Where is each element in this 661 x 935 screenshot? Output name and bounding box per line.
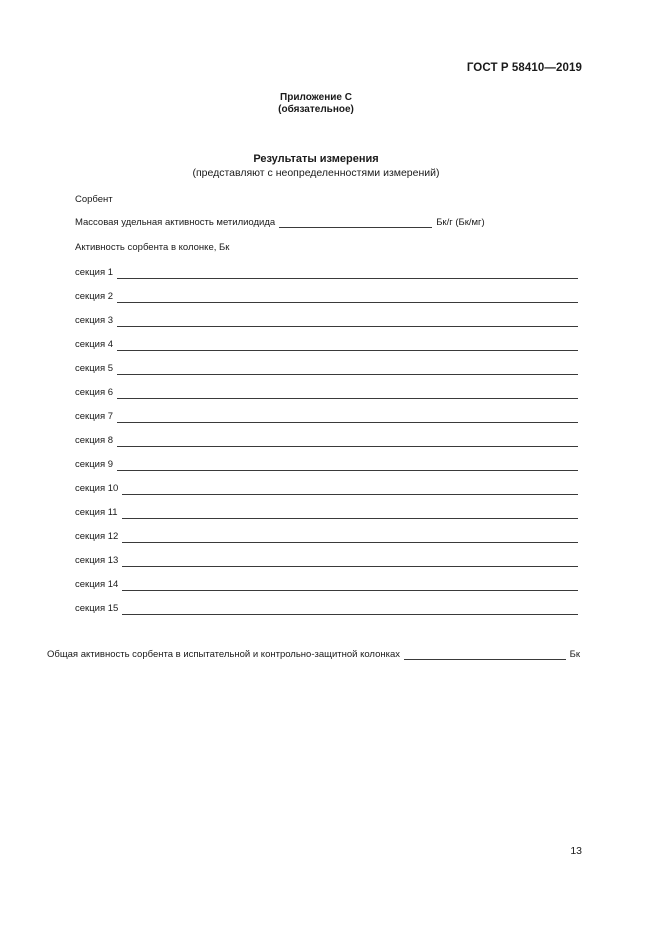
section-value-field[interactable]	[117, 364, 578, 375]
section-label: секция 3	[75, 315, 114, 326]
section-value-field[interactable]	[122, 532, 578, 543]
section-row	[75, 337, 578, 351]
appendix-status: (обязательное)	[278, 104, 354, 115]
section-value-field[interactable]	[117, 388, 578, 399]
section-row	[75, 505, 578, 519]
section-label: секция 14	[75, 579, 119, 590]
section-value-field[interactable]	[117, 340, 578, 351]
section-value-field[interactable]	[122, 484, 578, 495]
section-label: секция 11	[75, 507, 118, 518]
section-row	[75, 481, 578, 495]
mass-activity-unit: Бк/г (Бк/мг)	[436, 217, 485, 228]
section-label: секция 5	[75, 363, 114, 374]
mass-activity-row	[75, 217, 485, 228]
section-label: секция 4	[75, 339, 114, 350]
section-row	[75, 529, 578, 543]
section-value-field[interactable]	[117, 436, 578, 447]
mass-activity-field[interactable]	[279, 217, 432, 228]
section-value-field[interactable]	[122, 556, 578, 567]
section-row	[75, 553, 578, 567]
mass-activity-label: Массовая удельная активность метилиодида	[75, 217, 276, 228]
total-activity-field[interactable]	[404, 649, 566, 660]
section-label: секция 7	[75, 411, 114, 422]
section-row	[75, 577, 578, 591]
section-value-field[interactable]	[117, 412, 578, 423]
section-subtitle: (представляют с неопределенностями измерений)	[192, 167, 440, 179]
section-value-field[interactable]	[117, 292, 578, 303]
total-activity-label: Общая активность сорбента в испытательной и контрольно-защитной колонках	[47, 649, 400, 660]
page-number: 13	[570, 845, 582, 857]
section-label: секция 15	[75, 603, 119, 614]
section-value-field[interactable]	[117, 316, 578, 327]
section-value-field[interactable]	[122, 580, 578, 591]
section-row	[75, 313, 578, 327]
section-row	[75, 265, 578, 279]
column-activity-label: Активность сорбента в колонке, Бк	[75, 242, 230, 253]
section-row	[75, 457, 578, 471]
section-label: секция 12	[75, 531, 119, 542]
section-label: секция 9	[75, 459, 114, 470]
section-value-field[interactable]	[117, 460, 578, 471]
section-label: секция 13	[75, 555, 119, 566]
appendix-heading	[0, 92, 632, 116]
section-label: секция 6	[75, 387, 114, 398]
section-label: секция 1	[75, 267, 114, 278]
total-activity-unit: Бк	[569, 649, 580, 660]
section-row	[75, 409, 578, 423]
section-row	[75, 385, 578, 399]
section-value-field[interactable]	[117, 268, 578, 279]
section-label: секция 8	[75, 435, 114, 446]
sorbent-label: Сорбент	[75, 194, 113, 205]
section-label: секция 10	[75, 483, 119, 494]
appendix-title: Приложение С	[280, 92, 352, 103]
section-label: секция 2	[75, 291, 114, 302]
section-row	[75, 601, 578, 615]
section-title: Результаты измерения	[253, 153, 379, 165]
section-row	[75, 289, 578, 303]
section-value-field[interactable]	[122, 508, 578, 519]
section-row	[75, 361, 578, 375]
total-activity-row	[47, 649, 580, 660]
section-value-field[interactable]	[122, 604, 578, 615]
section-row	[75, 433, 578, 447]
document-code: ГОСТ Р 58410—2019	[466, 62, 582, 74]
